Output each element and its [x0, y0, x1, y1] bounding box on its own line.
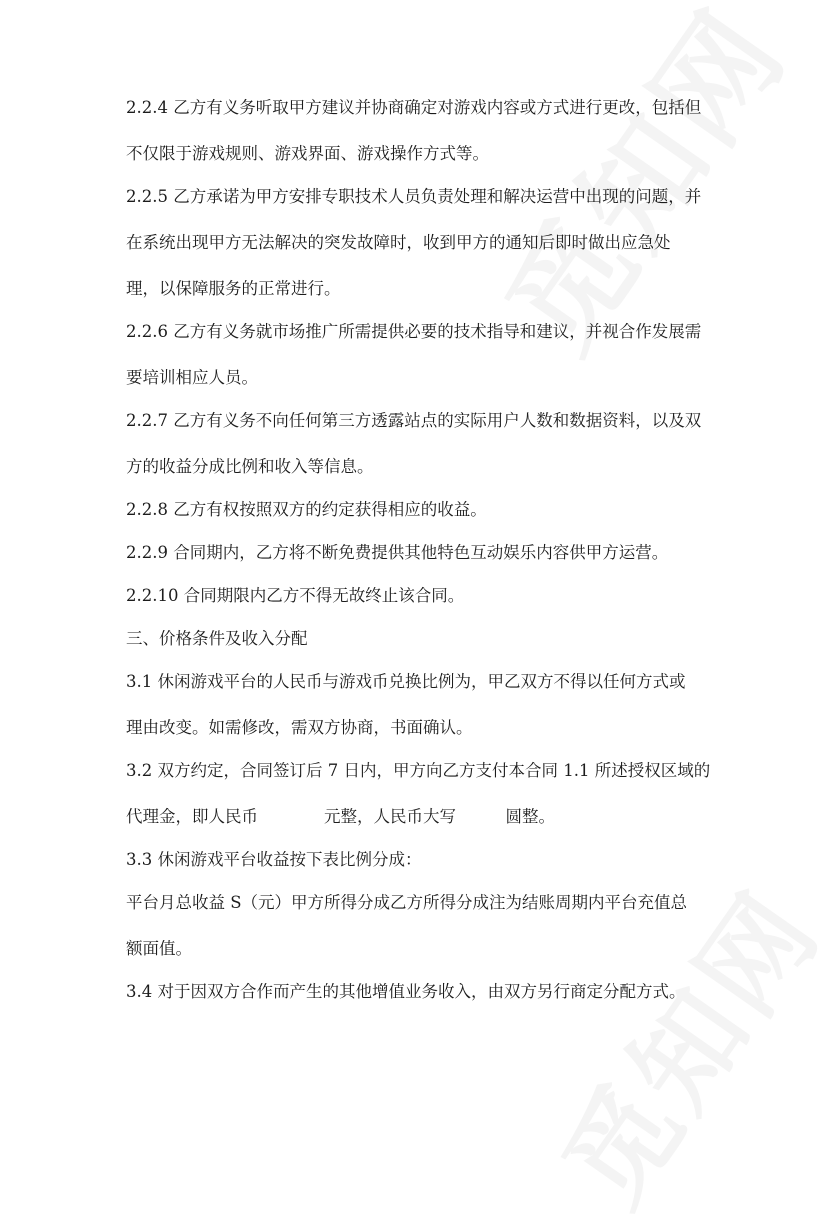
- text-line: 3.2 双方约定，合同签订后 7 日内，甲方向乙方支付本合同 1.1 所述授权区域的: [126, 761, 711, 780]
- text-line: 在系统出现甲方无法解决的突发故障时，收到甲方的通知后即时做出应急处: [126, 233, 671, 252]
- section-heading: 三、价格条件及收入分配: [126, 629, 308, 648]
- text-line: 2.2.10 合同期限内乙方不得无故终止该合同。: [126, 586, 465, 605]
- text-line: 额面值。: [126, 939, 192, 958]
- text-line: 2.2.9 合同期内，乙方将不断免费提供其他特色互动娱乐内容供甲方运营。: [126, 543, 669, 562]
- text-line: 3.3 休闲游戏平台收益按下表比例分成：: [126, 850, 422, 869]
- text-line: 3.1 休闲游戏平台的人民币与游戏币兑换比例为，甲乙双方不得以任何方式或: [126, 672, 686, 691]
- text-line: 2.2.6 乙方有义务就市场推广所需提供必要的技术指导和建议，并视合作发展需: [126, 322, 702, 341]
- text-line: 3.4 对于因双方合作而产生的其他增值业务收入，由双方另行商定分配方式。: [126, 982, 686, 1001]
- text-line: 2.2.4 乙方有义务听取甲方建议并协商确定对游戏内容或方式进行更改，包括但: [126, 98, 702, 117]
- text-line: 代理金，即人民币 元整，人民币大写 圆整。: [126, 807, 555, 826]
- text-line: 2.2.8 乙方有权按照双方的约定获得相应的收益。: [126, 500, 487, 519]
- text-line: 不仅限于游戏规则、游戏界面、游戏操作方式等。: [126, 144, 489, 163]
- text-line: 要培训相应人员。: [126, 368, 258, 387]
- text-line: 理由改变。如需修改，需双方协商，书面确认。: [126, 718, 473, 737]
- text-line: 2.2.5 乙方承诺为甲方安排专职技术人员负责处理和解决运营中出现的问题，并: [126, 187, 702, 206]
- text-line: 理，以保障服务的正常进行。: [126, 279, 341, 298]
- text-line: 平台月总收益 S（元）甲方所得分成乙方所得分成注为结账周期内平台充值总: [126, 893, 688, 912]
- text-line: 方的收益分成比例和收入等信息。: [126, 457, 374, 476]
- text-line: 2.2.7 乙方有义务不向任何第三方透露站点的实际用户人数和数据资料，以及双: [126, 411, 702, 430]
- document-body: [126, 96, 716, 1003]
